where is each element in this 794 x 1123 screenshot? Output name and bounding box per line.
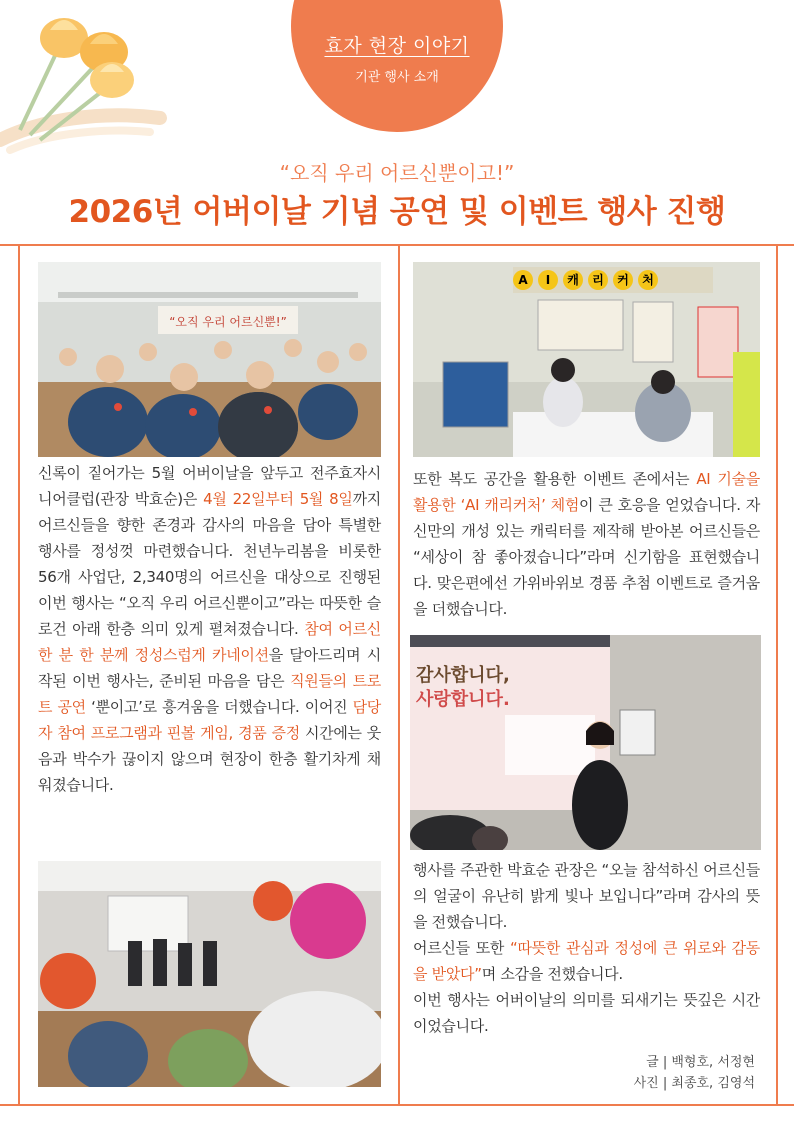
writer-credit: 글 | 백형호, 서정현	[646, 1055, 755, 1070]
section-subtitle: 기관 행사 소개	[355, 70, 439, 85]
svg-text:캐: 캐	[567, 273, 579, 287]
credits	[560, 1052, 755, 1094]
column-divider	[398, 244, 400, 1105]
left-column-text: 신록이 짙어가는 5월 어버이날을 앞두고 전주효자시니어클럽(관장 박효순)은 4월 22일부터 5월 8일까지 어르신들을 향한 존경과 감사의 마음을 담아 특별한 행사를 정성껏 마련했습니다. 천년누리봄을 비롯한 56개 사업단, 2,340명의 어르신을 대상으로 진행된 이번 행사는 “오직 우리 어르신뿐이고”라는 따뜻한 슬로건 아래 한층 의미 있게 펼쳐졌습니다. 참여 어르신 한 분 한 분께 정성스럽게 카네이션을 달아드리며 시작된 이번 행사는, 준비된 마음을 담은 직원들의 트로트 공연 ‘뿐이고’로 흥겨움을 더했습니다. 이어진 담당자 참여 프로그램과 핀볼 게임, 경품 증정 시간에는 웃음과 박수가 끊이지 않으며 현장이 한층 활기차게 채워졌습니다.	[38, 464, 381, 794]
highlight-program: 담당자 참여 프로그램과 핀볼 게임, 경품 증정	[38, 698, 381, 742]
highlight-date: 4월 22일부터 5월 8일	[203, 490, 353, 508]
tulip-illustration	[0, 0, 180, 170]
left-border	[18, 244, 20, 1105]
group-photo	[38, 262, 381, 457]
performance-photo	[38, 861, 381, 1087]
svg-text:커: 커	[617, 273, 629, 287]
right-column-text-1: 또한 복도 공간을 활용한 이벤트 존에서는 AI 기술을 활용한 ‘AI 캐리커처’ 체험이 큰 호응을 얻었습니다. 자신만의 개성 있는 캐릭터를 제작해 받아본 어르신들은 “세상이 참 좋아졌습니다”라며 신기함을 표현했습니다. 맞은편에선 가위바위보 경품 추첨 이벤트로 즐거움을 더했습니다.	[413, 470, 761, 618]
svg-text:I: I	[545, 273, 551, 287]
screen-text-2: 사랑합니다.	[416, 689, 510, 710]
bottom-divider	[0, 1104, 794, 1106]
director-speech-photo	[410, 635, 761, 850]
director-quote: 행사를 주관한 박효순 관장은 “오늘 참석하신 어르신들의 얼굴이 유난히 밝게 빛나 보입니다”라며 감사의 뜻을 전했습니다.	[413, 861, 760, 931]
highlight-carnation: 참여 어르신 한 분 한 분께 정성스럽게 카네이션	[38, 620, 381, 664]
ai-caricature-photo	[413, 262, 760, 457]
closing-sentence: 이번 행사는 어버이날의 의미를 되새기는 뜻깊은 시간이었습니다.	[413, 991, 760, 1035]
svg-text:처: 처	[642, 273, 654, 287]
right-column-text-2	[413, 857, 760, 1039]
svg-text:리: 리	[592, 273, 604, 287]
section-title: 효자 현장 이야기	[324, 35, 470, 57]
banner-text: “오직 우리 어르신뿐!”	[169, 315, 287, 329]
seniors-feedback: 어르신들 또한 “따뜻한 관심과 정성에 큰 위로와 감동을 받았다”며 소감을 전했습니다.	[413, 939, 761, 983]
right-border	[776, 244, 778, 1105]
photo-credit: 사진 | 최종호, 김영석	[633, 1076, 755, 1091]
highlight-ai: AI 기술을 활용한 ‘AI 캐리커처’ 체험	[413, 470, 760, 514]
article-subtitle: “오직 우리 어르신뿐이고!”	[279, 161, 515, 185]
highlight-feedback: “따뜻한 관심과 정성에 큰 위로와 감동을 받았다”	[413, 939, 761, 983]
screen-text-1: 감사합니다,	[416, 665, 510, 686]
svg-text:A: A	[518, 273, 528, 287]
article-title: 2026년 어버이날 기념 공연 및 이벤트 행사 진행	[68, 194, 726, 230]
top-divider	[0, 244, 794, 246]
highlight-trot: 직원들의 트로트 공연	[38, 672, 381, 716]
